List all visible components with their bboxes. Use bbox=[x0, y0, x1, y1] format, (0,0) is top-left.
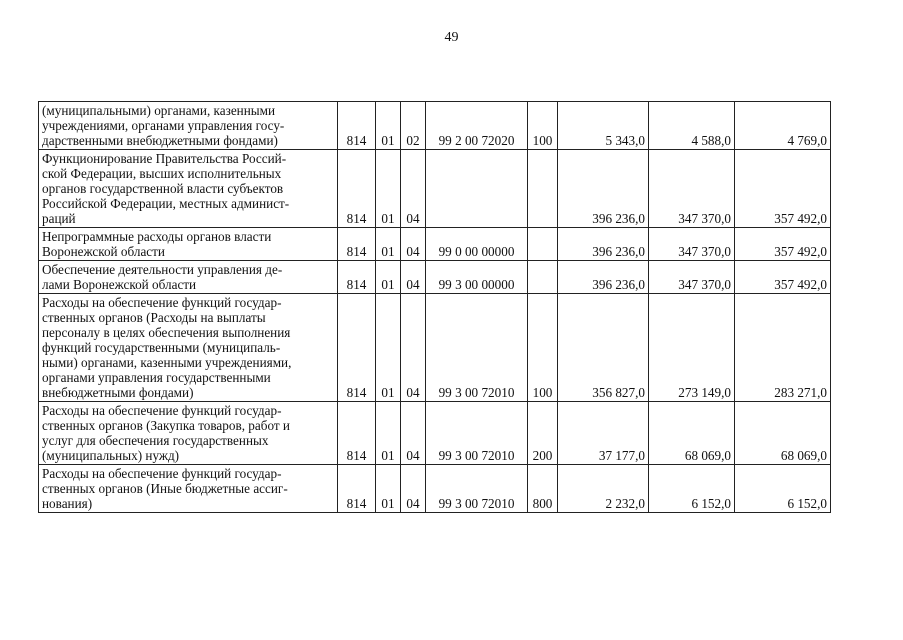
name-line: ской Федерации, высших исполнительных bbox=[42, 166, 282, 181]
name-line: внебюджетными фондами) bbox=[42, 385, 194, 400]
cell-csr bbox=[426, 150, 528, 228]
cell-rz: 01 bbox=[376, 294, 401, 402]
name-line: ственных органов (Иные бюджетные ассиг- bbox=[42, 481, 288, 496]
name-line: (муниципальных) нужд) bbox=[42, 448, 180, 463]
cell-amount-year3: 357 492,0 bbox=[735, 261, 831, 294]
table-row bbox=[39, 402, 831, 465]
cell-csr: 99 3 00 00000 bbox=[426, 261, 528, 294]
name-line: Расходы на обеспечение функций государ- bbox=[42, 295, 282, 310]
cell-vr bbox=[528, 228, 558, 261]
name-line: Непрограммные расходы органов власти bbox=[42, 229, 272, 244]
cell-name bbox=[39, 261, 338, 294]
cell-name bbox=[39, 150, 338, 228]
cell-amount-year2: 347 370,0 bbox=[649, 150, 735, 228]
name-line: услуг для обеспечения государственных bbox=[42, 433, 269, 448]
cell-name bbox=[39, 228, 338, 261]
cell-rz: 01 bbox=[376, 402, 401, 465]
cell-amount-year3: 357 492,0 bbox=[735, 150, 831, 228]
name-line: Обеспечение деятельности управления де- bbox=[42, 262, 283, 277]
cell-gr: 814 bbox=[338, 402, 376, 465]
cell-pr: 04 bbox=[401, 228, 426, 261]
cell-amount-year2: 347 370,0 bbox=[649, 261, 735, 294]
budget-table bbox=[38, 101, 831, 513]
cell-csr: 99 3 00 72010 bbox=[426, 402, 528, 465]
name-line: Расходы на обеспечение функций государ- bbox=[42, 403, 282, 418]
table-body bbox=[39, 102, 831, 513]
cell-csr: 99 0 00 00000 bbox=[426, 228, 528, 261]
name-line: ными) органами, казенными учреждениями, bbox=[42, 355, 292, 370]
name-line: органов государственной власти субъектов bbox=[42, 181, 284, 196]
cell-pr: 04 bbox=[401, 402, 426, 465]
cell-rz: 01 bbox=[376, 228, 401, 261]
name-line: дарственными внебюджетными фондами) bbox=[42, 133, 278, 148]
cell-amount-year1: 5 343,0 bbox=[558, 102, 649, 150]
cell-amount-year2: 68 069,0 bbox=[649, 402, 735, 465]
name-line: учреждениями, органами управления госу- bbox=[42, 118, 285, 133]
cell-amount-year2: 273 149,0 bbox=[649, 294, 735, 402]
cell-vr bbox=[528, 261, 558, 294]
cell-gr: 814 bbox=[338, 465, 376, 513]
name-line: Расходы на обеспечение функций государ- bbox=[42, 466, 282, 481]
cell-name bbox=[39, 102, 338, 150]
cell-gr: 814 bbox=[338, 150, 376, 228]
cell-gr: 814 bbox=[338, 294, 376, 402]
cell-csr: 99 2 00 72020 bbox=[426, 102, 528, 150]
name-line: (муниципальными) органами, казенными bbox=[42, 103, 276, 118]
table-row bbox=[39, 102, 831, 150]
cell-csr: 99 3 00 72010 bbox=[426, 294, 528, 402]
cell-amount-year2: 4 588,0 bbox=[649, 102, 735, 150]
name-line: лами Воронежской области bbox=[42, 277, 197, 292]
cell-amount-year2: 6 152,0 bbox=[649, 465, 735, 513]
cell-rz: 01 bbox=[376, 150, 401, 228]
cell-amount-year1: 37 177,0 bbox=[558, 402, 649, 465]
table-row bbox=[39, 261, 831, 294]
name-line: персоналу в целях обеспечения выполнения bbox=[42, 325, 291, 340]
cell-amount-year3: 357 492,0 bbox=[735, 228, 831, 261]
cell-amount-year1: 396 236,0 bbox=[558, 261, 649, 294]
cell-amount-year1: 2 232,0 bbox=[558, 465, 649, 513]
cell-gr: 814 bbox=[338, 261, 376, 294]
cell-amount-year2: 347 370,0 bbox=[649, 228, 735, 261]
cell-vr: 100 bbox=[528, 294, 558, 402]
cell-pr: 04 bbox=[401, 261, 426, 294]
name-line: ственных органов (Расходы на выплаты bbox=[42, 310, 266, 325]
cell-name bbox=[39, 402, 338, 465]
name-line: Функционирование Правительства Россий- bbox=[42, 151, 287, 166]
cell-vr: 100 bbox=[528, 102, 558, 150]
cell-gr: 814 bbox=[338, 102, 376, 150]
cell-name bbox=[39, 465, 338, 513]
cell-gr: 814 bbox=[338, 228, 376, 261]
cell-amount-year1: 396 236,0 bbox=[558, 150, 649, 228]
cell-pr: 04 bbox=[401, 465, 426, 513]
cell-rz: 01 bbox=[376, 102, 401, 150]
cell-amount-year3: 4 769,0 bbox=[735, 102, 831, 150]
name-line: Воронежской области bbox=[42, 244, 165, 259]
cell-amount-year3: 68 069,0 bbox=[735, 402, 831, 465]
page-number: 49 bbox=[444, 30, 459, 45]
cell-pr: 04 bbox=[401, 150, 426, 228]
cell-amount-year1: 396 236,0 bbox=[558, 228, 649, 261]
cell-vr: 200 bbox=[528, 402, 558, 465]
cell-pr: 02 bbox=[401, 102, 426, 150]
cell-vr bbox=[528, 150, 558, 228]
name-line: раций bbox=[42, 211, 76, 226]
name-line: органами управления государственными bbox=[42, 370, 271, 385]
cell-amount-year3: 283 271,0 bbox=[735, 294, 831, 402]
cell-csr: 99 3 00 72010 bbox=[426, 465, 528, 513]
table-row bbox=[39, 294, 831, 402]
cell-amount-year3: 6 152,0 bbox=[735, 465, 831, 513]
cell-rz: 01 bbox=[376, 465, 401, 513]
name-line: нования) bbox=[42, 496, 93, 511]
cell-pr: 04 bbox=[401, 294, 426, 402]
name-line: Российской Федерации, местных админист- bbox=[42, 196, 290, 211]
table-row bbox=[39, 465, 831, 513]
cell-vr: 800 bbox=[528, 465, 558, 513]
name-line: функций государственными (муниципаль- bbox=[42, 340, 281, 355]
name-line: ственных органов (Закупка товаров, работ и bbox=[42, 418, 290, 433]
cell-amount-year1: 356 827,0 bbox=[558, 294, 649, 402]
cell-rz: 01 bbox=[376, 261, 401, 294]
table-row bbox=[39, 228, 831, 261]
cell-name bbox=[39, 294, 338, 402]
table-row bbox=[39, 150, 831, 228]
